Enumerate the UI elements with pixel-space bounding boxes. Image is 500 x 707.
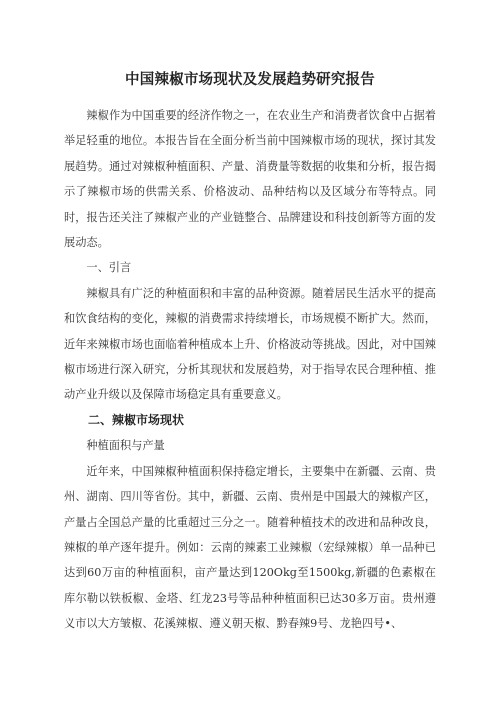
subheading-area-and-output: 种植面积与产量 bbox=[86, 439, 165, 453]
section-heading-market-status: 二、辣椒市场现状 bbox=[88, 412, 185, 427]
abstract-paragraph: 辣椒作为中国重要的经济作物之一，在农业生产和消费者饮食中占据着举足轻重的地位。本报告旨在全面分析当前中国辣椒市场的现状，探讨其发展趋势。通过对辣椒种植面积、产量、消费量等数据的收集和分析，报告揭示了辣椒市场的供需关系、价格波动、品种结构以及区域分布等特点。同时，报告还关注了辣椒产业的产业链整合、品牌建设和科技创新等方面的发展动态。 bbox=[64, 109, 436, 250]
introduction-paragraph: 辣椒具有广泛的种植面积和丰富的品种资源。随着居民生活水平的提高和饮食结构的变化，辣椒的消费需求持续增长，市场规模不断扩大。然而，近年来辣椒市场也面临着种植成本上升、价格波动等挑战。因此，对中国辣椒市场进行深入研究，分析其现状和发展趋势，对于指导农民合理种植、推动产业升级以及保障市场稳定具有重要意义。 bbox=[64, 286, 436, 402]
document-title: 中国辣椒市场现状及发展趋势研究报告 bbox=[125, 72, 375, 88]
market-status-paragraph: 近年来，中国辣椒种植面积保持稳定增长，主要集中在新疆、云南、贵州、湖南、四川等省份。其中，新疆、云南、贵州是中国最大的辣椒产区，产量占全国总产量的比重超过三分之一。随着种植技术的改进和品种改良，辣椒的单产逐年提升。例如：云南的辣素工业辣椒（宏绿辣椒）单一品种已达到60万亩的种植面积，亩产量达到120Okg至1500kg,新疆的色素椒在库尔勒以铁板椒、金塔、红龙23号等品种种植面积已达30多万亩。贵州遵义市以大方皱椒、花溪辣椒、遵义朝天椒、黔春辣9号、龙艳四号•、 bbox=[64, 464, 436, 631]
section-heading-introduction: 一、引言 bbox=[86, 261, 132, 275]
